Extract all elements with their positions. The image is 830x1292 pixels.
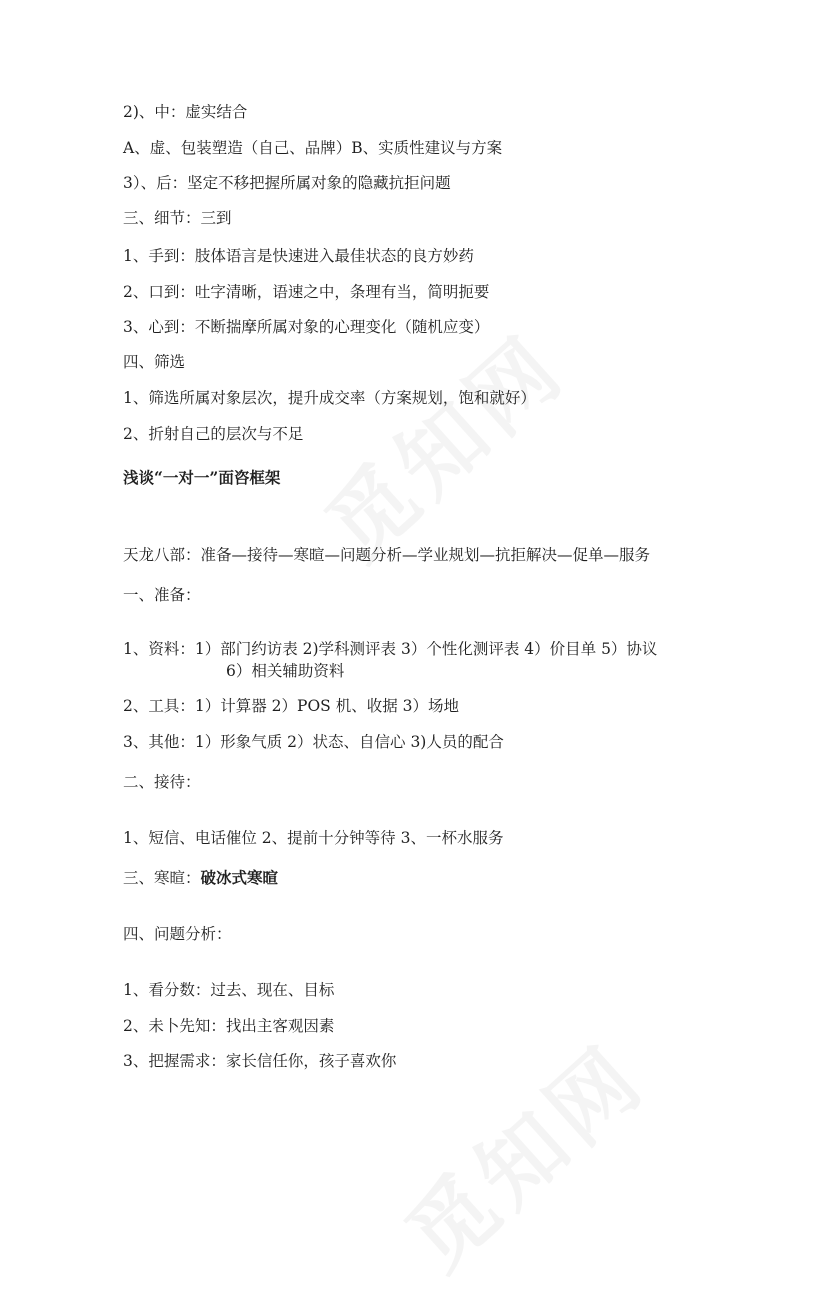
text-line: 2、工具：1）计算器 2）POS 机、收据 3）场地 [123, 697, 459, 715]
text-line-continued: 6）相关辅助资料 [226, 662, 345, 680]
watermark-top [295, 302, 588, 583]
text-line: 1、筛选所属对象层次，提升成交率（方案规划，饱和就好） [123, 389, 536, 407]
text-line: 3）、后：坚定不移把握所属对象的隐藏抗拒问题 [123, 174, 451, 192]
text-line: 2、未卜先知：找出主客观因素 [123, 1017, 335, 1035]
section-label: 三、寒暄： [123, 869, 201, 887]
watermark-bottom [375, 1012, 668, 1292]
section-heading: 一、准备： [123, 586, 201, 604]
text-line: 3、心到：不断揣摩所属对象的心理变化（随机应变） [123, 318, 490, 336]
text-line: A、虚、包装塑造（自己、品牌）B、实质性建议与方案 [123, 139, 503, 157]
text-line: 1、短信、电话催位 2、提前十分钟等待 3、一杯水服务 [123, 829, 504, 847]
section-heading: 二、接待： [123, 773, 201, 791]
text-line: 3、其他：1）形象气质 2）状态、自信心 3)人员的配合 [123, 733, 504, 751]
text-line: 1、资料：1）部门约访表 2)学科测评表 3）个性化测评表 4）价目单 5）协议 [123, 640, 658, 658]
text-line: 1、手到：肢体语言是快速进入最佳状态的良方妙药 [123, 247, 474, 265]
text-line: 1、看分数：过去、现在、目标 [123, 981, 335, 999]
section-heading: 四、问题分析： [123, 925, 232, 943]
text-line: 3、把握需求：家长信任你，孩子喜欢你 [123, 1052, 397, 1070]
text-line: 天龙八部：准备—接待—寒暄—问题分析—学业规划—抗拒解决—促单—服务 [123, 546, 651, 564]
document-title: 浅谈“一对一”面咨框架 [123, 468, 281, 487]
text-line: 2、口到：吐字清晰，语速之中，条理有当，简明扼要 [123, 283, 490, 301]
text-line: 2、折射自己的层次与不足 [123, 425, 304, 443]
text-line: 2)、中：虚实结合 [123, 103, 248, 121]
section-heading: 四、筛选 [123, 353, 186, 371]
section-emphasis: 破冰式寒暄 [200, 868, 279, 887]
section-heading: 三、细节：三到 [123, 209, 232, 227]
section-heading [123, 867, 278, 889]
